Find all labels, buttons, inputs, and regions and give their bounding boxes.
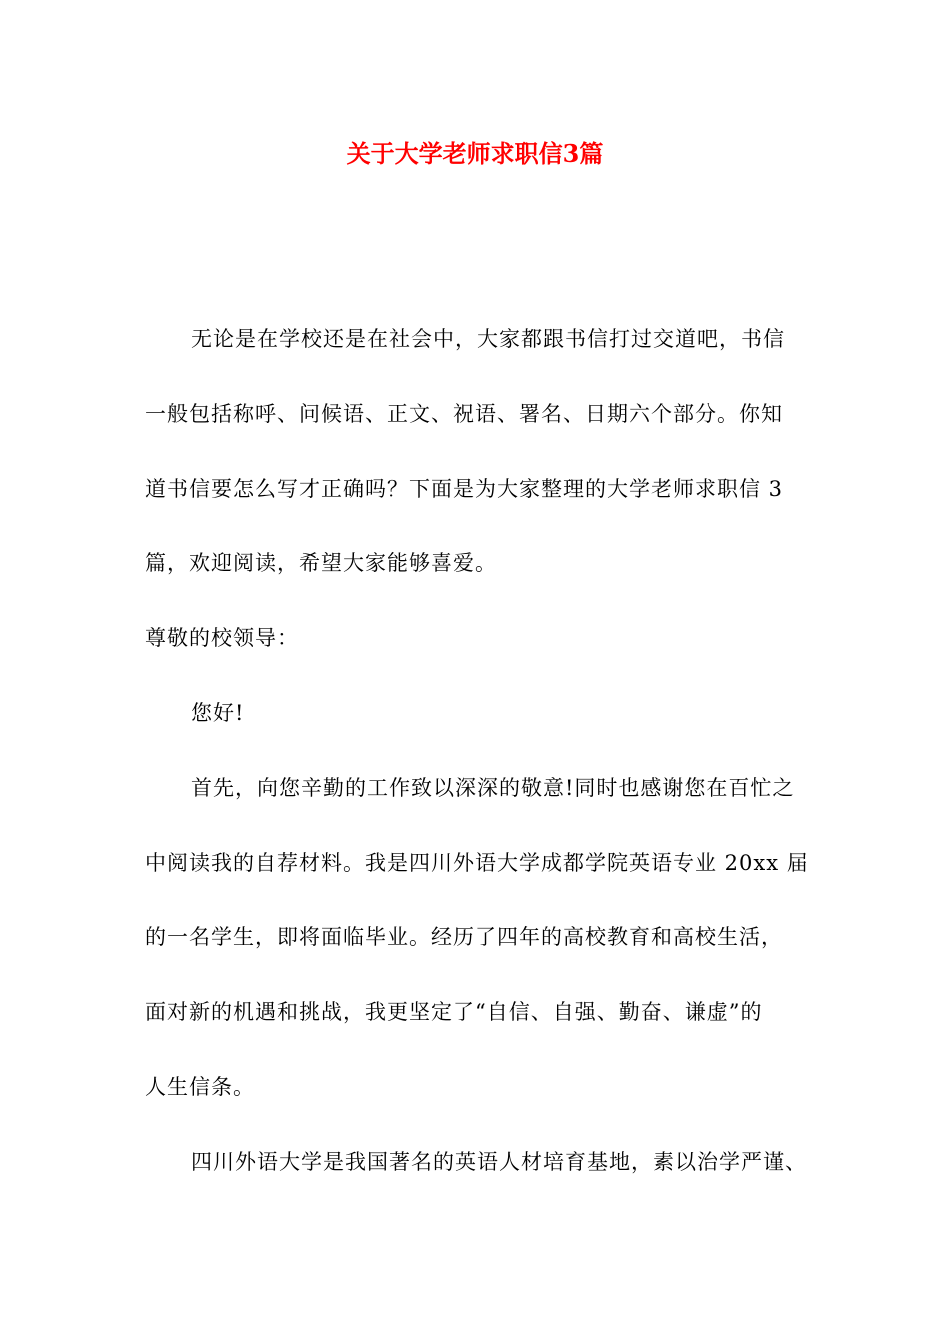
paragraph-line: 的一名学生，即将面临毕业。经历了四年的高校教育和高校生活， bbox=[145, 925, 783, 949]
paragraph-line: 篇，欢迎阅读，希望大家能够喜爱。 bbox=[145, 551, 497, 575]
paragraph-line: 人生信条。 bbox=[145, 1075, 255, 1099]
salutation-line: 尊敬的校领导： bbox=[145, 626, 299, 650]
document-title: 关于大学老师求职信3篇 bbox=[346, 139, 604, 168]
greeting-line: 您好! bbox=[191, 701, 245, 725]
paragraph-line: 一般包括称呼、问候语、正文、祝语、署名、日期六个部分。你知 bbox=[145, 402, 783, 426]
paragraph-line: 首先，向您辛勤的工作致以深深的敬意!同时也感谢您在百忙之 bbox=[191, 776, 795, 800]
paragraph-line: 道书信要怎么写才正确吗？下面是为大家整理的大学老师求职信 3 bbox=[145, 477, 784, 501]
paragraph-line: 面对新的机遇和挑战，我更坚定了“自信、自强、勤奋、谦虚”的 bbox=[145, 1000, 763, 1024]
paragraph-line: 四川外语大学是我国著名的英语人材培育基地，素以治学严谨、 bbox=[191, 1150, 807, 1174]
paragraph-line: 中阅读我的自荐材料。我是四川外语大学成都学院英语专业 20xx 届 bbox=[145, 851, 809, 875]
paragraph-line: 无论是在学校还是在社会中，大家都跟书信打过交道吧，书信 bbox=[191, 327, 785, 351]
